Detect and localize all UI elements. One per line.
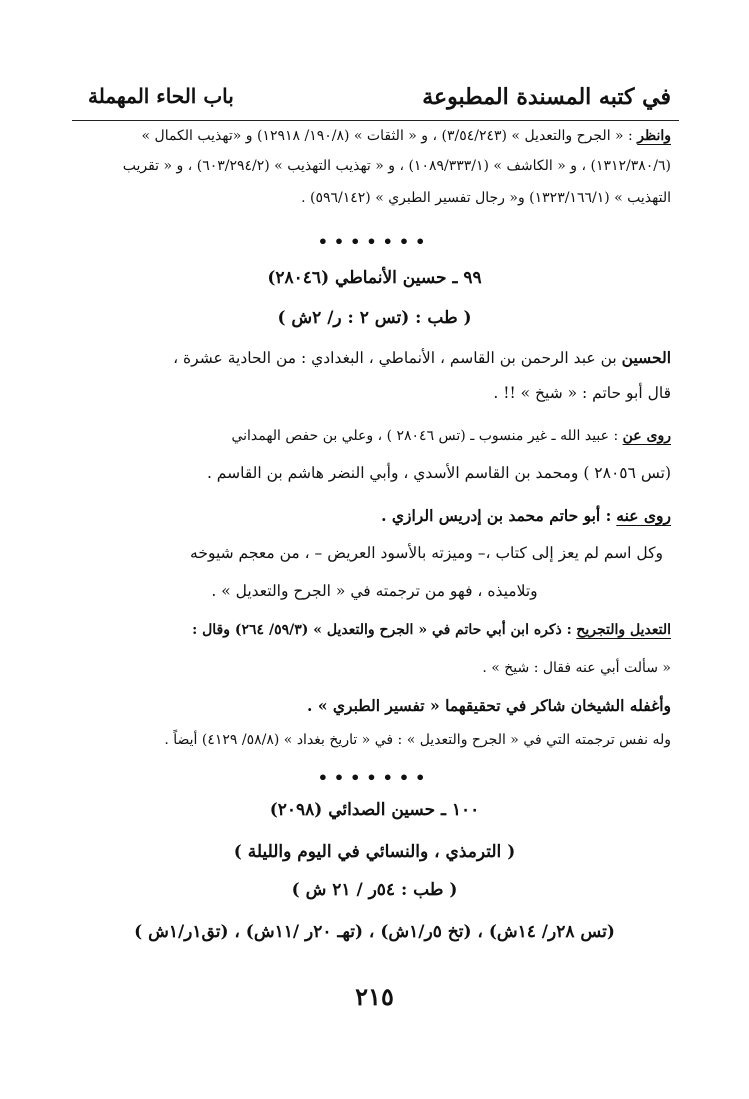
entry-99-tadil-line-1: [192, 622, 671, 638]
rawa-text-1: : عبيد الله ـ غير منسوب ـ (تس ٢٨٠٤٦ ) ، وعلي بن حفص الهمداني: [231, 428, 619, 444]
entry-99-bio-rest: بن عبد الرحمن بن القاسم ، الأنماطي ، البغدادي : من الحادية عشرة ،: [173, 349, 617, 367]
separator-stars: •••••••: [317, 232, 432, 251]
entry-99-bio-line-2: قال أبو حاتم : « شيخ » !! .: [493, 384, 671, 402]
entry-100-books: ( الترمذي ، والنسائي في اليوم والليلة ): [233, 842, 516, 862]
tadil-label: التعديل والتجريح: [576, 622, 671, 638]
header-rule: [72, 120, 679, 121]
tadil-text-1: : ذكره ابن أبي حاتم في « الجرح والتعديل » (٥٩/٣/ ٢٦٤) وقال :: [192, 622, 572, 638]
entry-100-title: ١٠٠ ـ حسين الصدائي (٢٠٩٨): [269, 800, 480, 820]
rawa-anhu-label: روى عنه: [616, 506, 671, 525]
refs-label: وانظر: [637, 128, 671, 144]
entry-99-tadil-line-2: « سألت أبي عنه فقال : شيخ » .: [482, 660, 671, 676]
entry-99-bio-line-1: [173, 348, 671, 367]
refs-line-2: (١٣١٢/٣٨٠/٦) ، و « الكاشف » (١٠٨٩/٣٣٣/١) ، و « تهذيب التهذيب » (٦٠٣/٢٩٤/٢) ، و « تقريب: [122, 158, 671, 174]
refs-line-3: التهذيب » (١٣٢٣/١٦٦/١) و« رجال تفسير الطبري » (٥٩٦/١٤٢) .: [301, 190, 671, 206]
entry-99-note-line-1: وكل اسم لم يعز إلى كتاب ،– وميزته بالأسود العريض – ، من معجم شيوخه: [190, 544, 663, 562]
entry-99-aghfal: وأغفله الشيخان شاكر في تحقيقهما « تفسير الطبري » .: [307, 696, 671, 715]
entry-100-codes: ( طب : ٥٤ر / ٢١ ش ): [291, 880, 458, 900]
entry-99-note-line-2: وتلاميذه ، فهو من ترجمته في « الجرح والتعديل » .: [211, 582, 538, 600]
entry-99-name: الحسين: [621, 348, 671, 367]
entry-99-rawa-line-1: [231, 428, 671, 444]
rawa-anhu-text: : أبو حاتم محمد بن إدريس الرازي .: [381, 506, 612, 525]
entry-100-codes-2: (تس ٢٨ر/ ١٤ش) ، (تخ ٥ر/١ش) ، (تهـ ٢٠ر /١١ش) ، (تق١ر/١ش ): [134, 922, 615, 942]
running-header-chapter: باب الحاء المهملة: [88, 84, 234, 108]
entry-99-rawa-line-2: (تس ٢٨٠٥٦ ) ومحمد بن القاسم الأسدي ، وأبي النضر هاشم بن القاسم .: [206, 464, 671, 482]
refs-text-1: : « الجرح والتعديل » (٣/٥٤/٢٤٣) ، و « الثقات » (١٩٠/٨/ ١٢٩١٨) و «تهذيب الكمال »: [141, 128, 633, 144]
entry-99-codes: ( طب : (تس ٢ : ر/ ٢ش ): [277, 308, 472, 328]
entry-99-title: ٩٩ ـ حسين الأنماطي (٢٨٠٤٦): [267, 268, 482, 288]
page-number: ٢١٥: [355, 982, 394, 1011]
refs-line-1: [142, 128, 672, 144]
running-header-title: في كتبه المسندة المطبوعة: [422, 84, 671, 110]
entry-99-same-bio: وله نفس ترجمته التي في « الجرح والتعديل » : في « تاريخ بغداد » (٥٨/٨/ ٤١٢٩) أيضاً .: [164, 732, 671, 748]
separator-stars-2: •••••••: [317, 768, 432, 787]
rawa-label: روى عن: [622, 428, 671, 444]
entry-99-rawa-anhu: [381, 506, 671, 525]
